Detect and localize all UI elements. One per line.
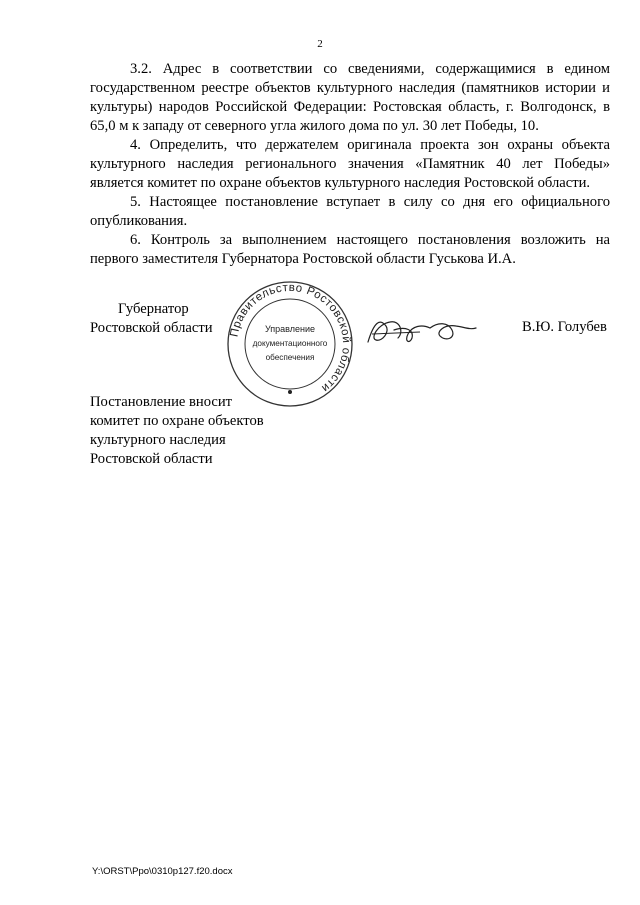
- submitter-line1: Постановление вносит: [90, 394, 233, 410]
- stamp-inner-line2: документационного: [252, 339, 328, 348]
- paragraph-4: 4. Определить, что держателем оригинала проекта зон охраны объекта культурного наследия регионального значения «Памятник 40 лет Победы» является комитет по охране объектов культурного наследия Ростовской области.: [90, 137, 610, 191]
- page-number: 2: [317, 38, 323, 50]
- stamp-inner-line1: Управление: [264, 324, 316, 334]
- signatory-title-line2: Ростовской области: [90, 320, 213, 336]
- stamp-inner-line3: обеспечения: [265, 353, 315, 362]
- handwritten-signature: [360, 312, 500, 352]
- signatory-name: В.Ю. Голубев: [522, 319, 607, 335]
- resolution-body: [90, 60, 610, 269]
- paragraph-5: 5. Настоящее постановление вступает в силу со дня его официального опубликования.: [90, 194, 610, 229]
- official-stamp: [226, 280, 354, 408]
- paragraph-6: 6. Контроль за выполнением настоящего постановления возложить на первого заместителя Губернатора Ростовской области Гуськова И.А.: [90, 232, 610, 267]
- file-path-footer: Y:\ORST\Ppo\0310p127.f20.docx: [92, 866, 233, 877]
- paragraph-3-2: 3.2. Адрес в соответствии со сведениями, содержащимися в едином государственном реестре объектов культурного наследия (памятников истории и культуры) народов Российской Федерации: Ростовская область, г. Волгодонск, в 65,0 м к западу от северного угла жилого дома по ул. 30 лет Победы, 10.: [90, 61, 610, 134]
- stamp-outer-text: Правительство Ростовской области: [228, 281, 353, 395]
- submitter-line2: комитет по охране объектов: [90, 413, 264, 429]
- signatory-title-line1: Губернатор: [118, 301, 189, 317]
- submitter-line3: культурного наследия: [90, 432, 226, 448]
- submitter-block: [90, 393, 264, 469]
- submitter-line4: Ростовской области: [90, 451, 213, 467]
- signatory-title: [90, 300, 213, 338]
